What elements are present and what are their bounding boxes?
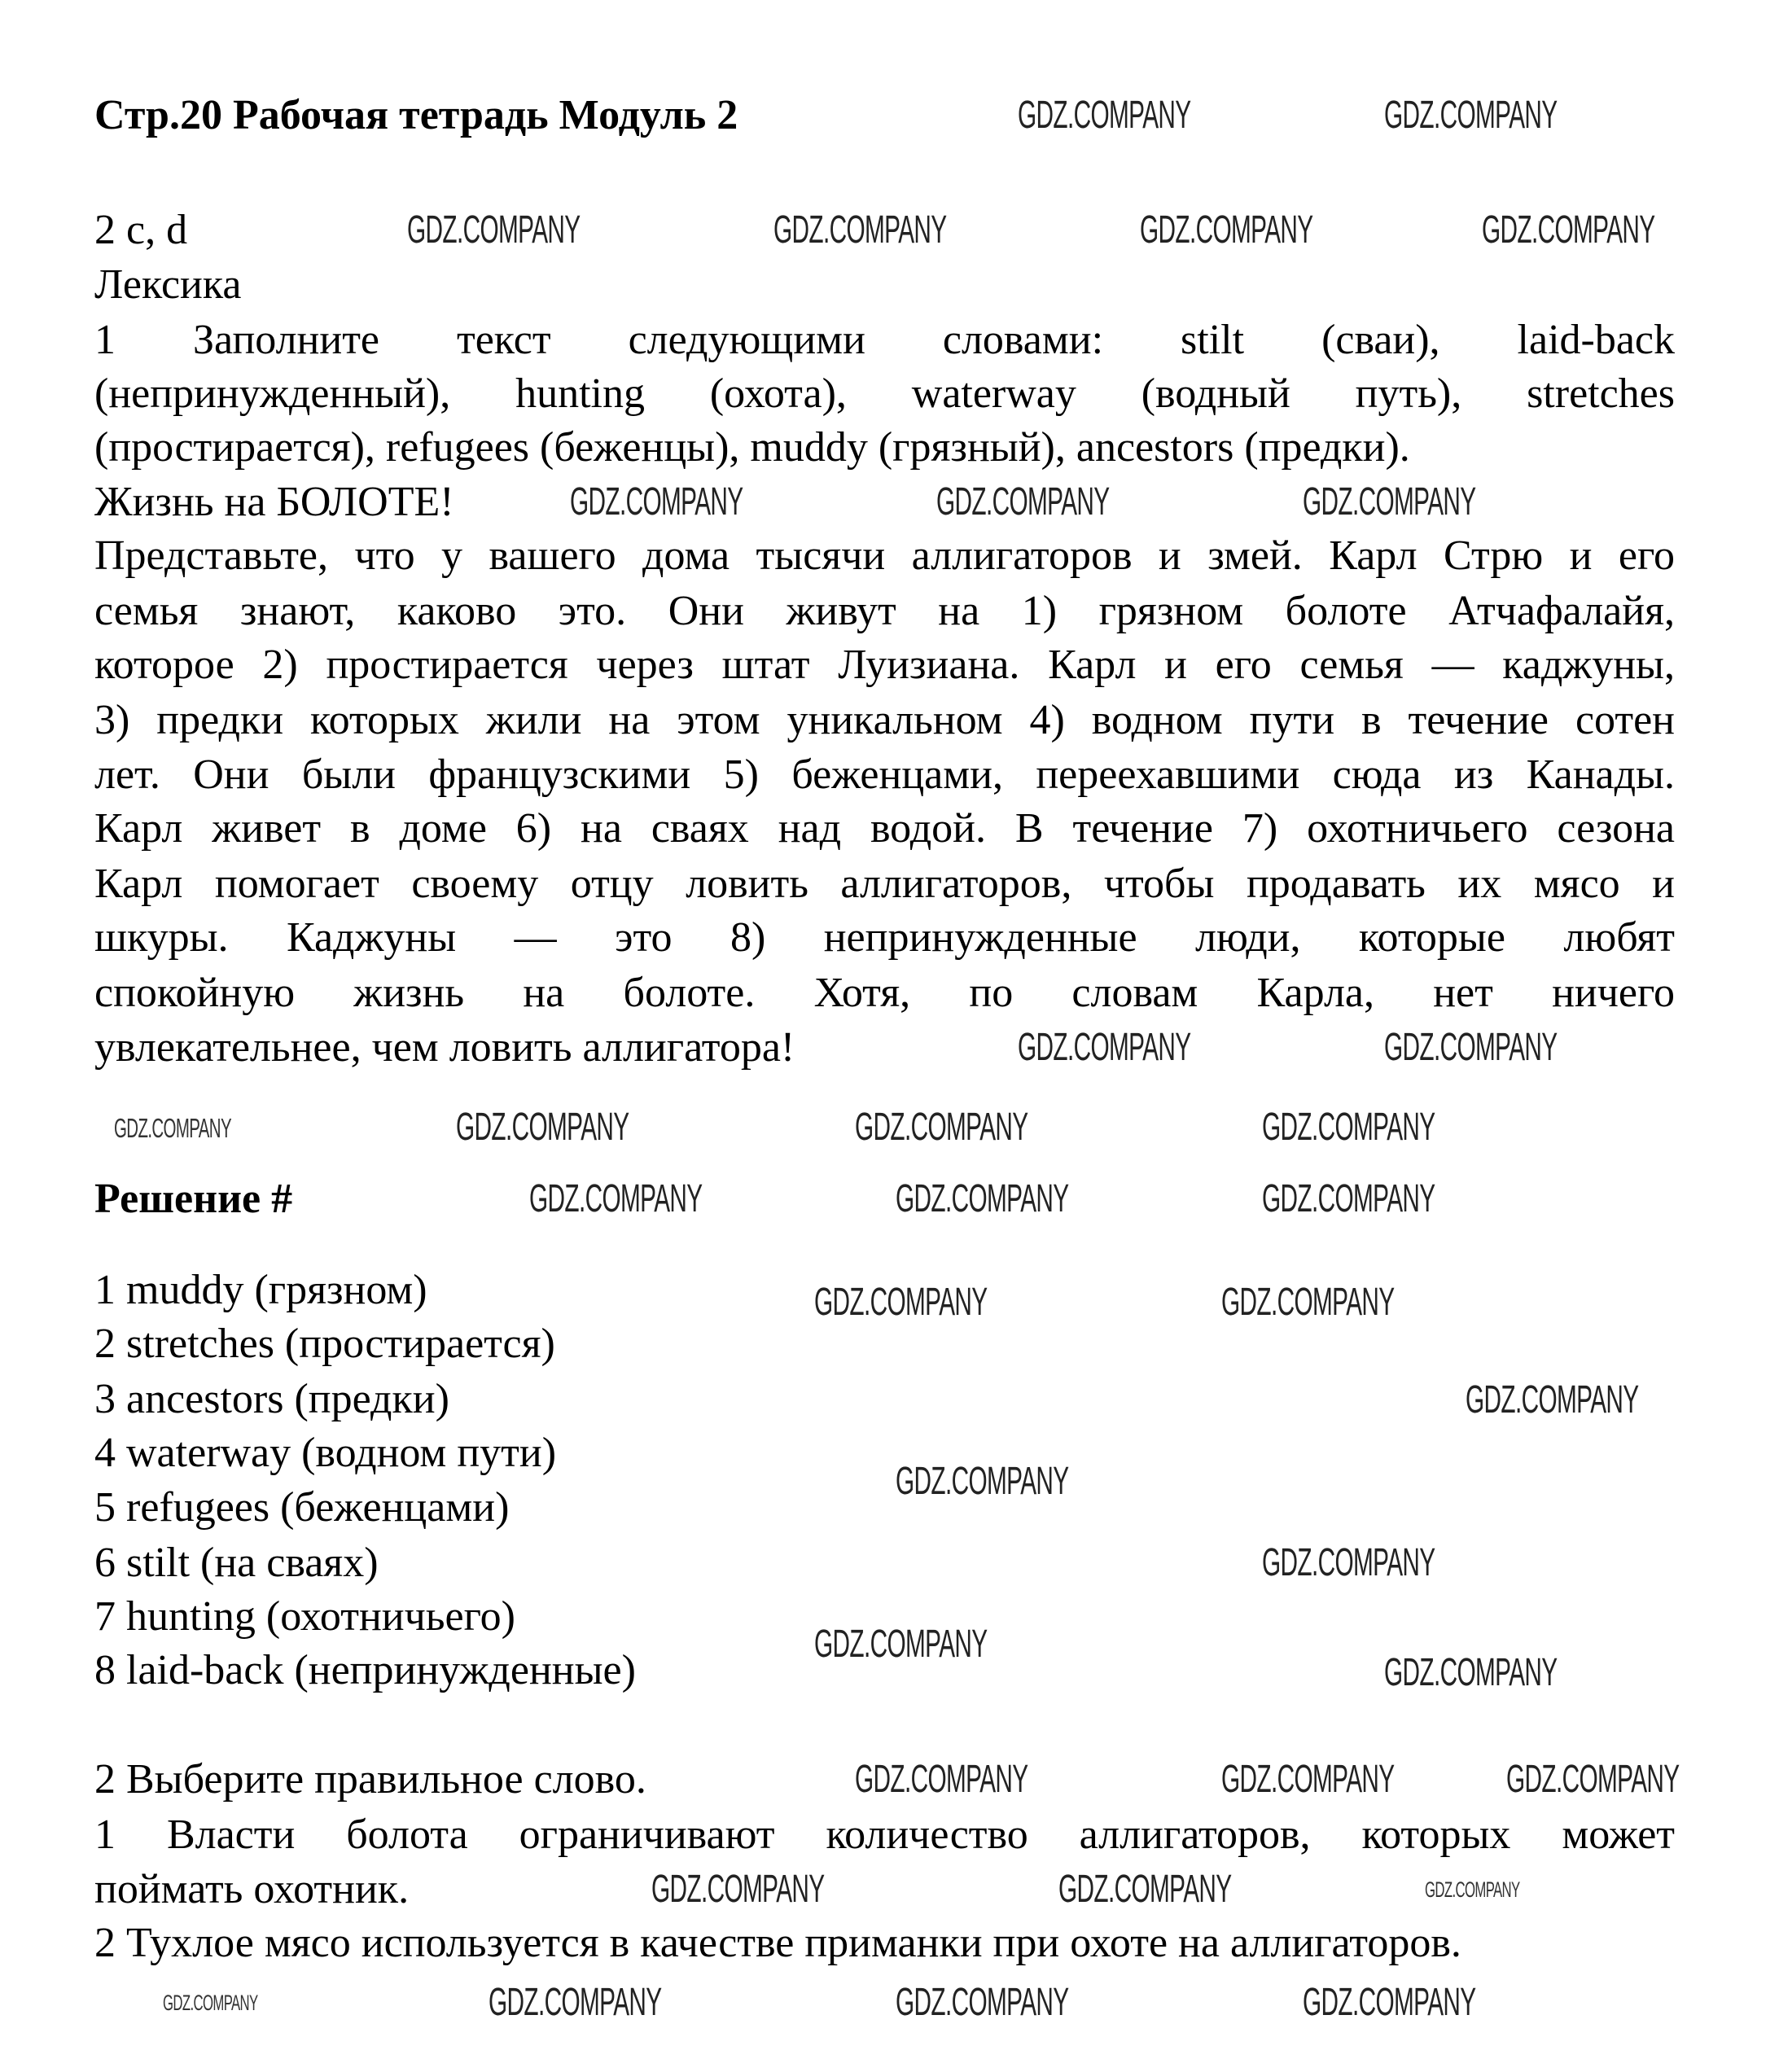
text-line: Карл живет в доме 6) на сваях над водой. В течение 7) охотничьего сезона — [94, 805, 1675, 852]
page-title: Стр.20 Рабочая тетрадь Модуль 2 — [94, 92, 738, 138]
answer-item: 1 muddy (грязном) — [94, 1266, 427, 1313]
watermark: GDZ.COMPANY — [1384, 1651, 1558, 1694]
watermark: GDZ.COMPANY — [1466, 1378, 1639, 1421]
watermark: GDZ.COMPANY — [570, 480, 743, 523]
text-line: Представьте, что у вашего дома тысячи аллигаторов и змей. Карл Стрю и его — [94, 532, 1675, 579]
answer-item: 6 stilt (на сваях) — [94, 1539, 379, 1586]
watermark: GDZ.COMPANY — [1303, 480, 1476, 523]
text-line: поймать охотник. — [94, 1866, 410, 1912]
text-line: семья знают, каково это. Они живут на 1) грязном болоте Атчафалайя, — [94, 587, 1675, 634]
section-label: 2 c, d — [94, 207, 188, 253]
exercise2-heading: 2 Выберите правильное слово. — [94, 1756, 646, 1803]
watermark: GDZ.COMPANY — [896, 1177, 1069, 1220]
watermark: GDZ.COMPANY — [1058, 1868, 1232, 1911]
watermark: GDZ.COMPANY — [773, 208, 947, 252]
watermark: GDZ.COMPANY — [1018, 1026, 1191, 1069]
watermark: GDZ.COMPANY — [1482, 208, 1655, 252]
watermark: GDZ.COMPANY — [1303, 1981, 1476, 2024]
watermark: GDZ.COMPANY — [489, 1981, 662, 2024]
text-line: спокойную жизнь на болоте. Хотя, по словам Карла, нет ничего — [94, 970, 1675, 1017]
text-line: 2 Тухлое мясо используется в качестве приманки при охоте на аллигаторов. — [94, 1920, 1461, 1966]
text-title: Жизнь на БОЛОТЕ! — [94, 479, 454, 525]
text-line: 1 Власти болота ограничивают количество аллигаторов, которых может — [94, 1811, 1675, 1858]
text-line: Карл помогает своему отцу ловить аллигаторов, чтобы продавать их мясо и — [94, 861, 1675, 908]
watermark: GDZ.COMPANY — [855, 1106, 1028, 1149]
watermark: GDZ.COMPANY — [896, 1981, 1069, 2024]
solution-heading: Решение # — [94, 1176, 293, 1222]
watermark: GDZ.COMPANY — [814, 1281, 988, 1324]
watermark: GDZ.COMPANY — [936, 480, 1110, 523]
watermark: GDZ.COMPANY — [814, 1623, 988, 1666]
answer-item: 7 hunting (охотничьего) — [94, 1592, 515, 1640]
answer-item: 2 stretches (простирается) — [94, 1320, 555, 1367]
watermark: GDZ.COMPANY — [1384, 1026, 1558, 1069]
text-line: шкуры. Каджуны — это 8) непринужденные люди, которые любят — [94, 914, 1675, 962]
answer-item: 4 waterway (водном пути) — [94, 1430, 557, 1477]
watermark: GDZ.COMPANY — [1262, 1541, 1435, 1584]
watermark: GDZ.COMPANY — [1221, 1758, 1395, 1801]
watermark: GDZ.COMPANY — [407, 208, 581, 252]
answer-item: 8 laid-back (непринужденные) — [94, 1647, 636, 1694]
text-line: которое 2) простирается через штат Луизиана. Карл и его семья — каджуны, — [94, 642, 1675, 689]
watermark: GDZ.COMPANY — [529, 1177, 703, 1220]
text-line: 3) предки которых жили на этом уникальном 4) водном пути в течение сотен — [94, 697, 1675, 744]
watermark: GDZ.COMPANY — [163, 1990, 258, 2015]
answer-item: 3 ancestors (предки) — [94, 1375, 449, 1422]
watermark: GDZ.COMPANY — [1018, 94, 1191, 137]
watermark: GDZ.COMPANY — [1262, 1106, 1435, 1149]
watermark: GDZ.COMPANY — [855, 1758, 1028, 1801]
watermark: GDZ.COMPANY — [651, 1868, 825, 1911]
watermark: GDZ.COMPANY — [114, 1112, 231, 1143]
text-line: (непринужденный), hunting (охота), waterway (водный путь), stretches — [94, 370, 1675, 417]
text-line: 1 Заполните текст следующими словами: stilt (сваи), laid-back — [94, 317, 1675, 363]
watermark: GDZ.COMPANY — [1384, 94, 1558, 137]
watermark: GDZ.COMPANY — [896, 1460, 1069, 1503]
text-line: (простирается), refugees (беженцы), muddy (грязный), ancestors (предки). — [94, 424, 1410, 471]
watermark: GDZ.COMPANY — [1140, 208, 1313, 252]
watermark: GDZ.COMPANY — [1506, 1758, 1680, 1801]
answer-item: 5 refugees (беженцами) — [94, 1483, 510, 1531]
text-line: лет. Они были французскими 5) беженцами, переехавшими сюда из Канады. — [94, 751, 1675, 798]
watermark: GDZ.COMPANY — [1221, 1281, 1395, 1324]
watermark: GDZ.COMPANY — [1262, 1177, 1435, 1220]
subsection-label: Лексика — [94, 261, 242, 308]
watermark: GDZ.COMPANY — [456, 1106, 629, 1149]
text-line: увлекательнее, чем ловить аллигатора! — [94, 1023, 795, 1071]
watermark: GDZ.COMPANY — [1425, 1877, 1520, 1902]
